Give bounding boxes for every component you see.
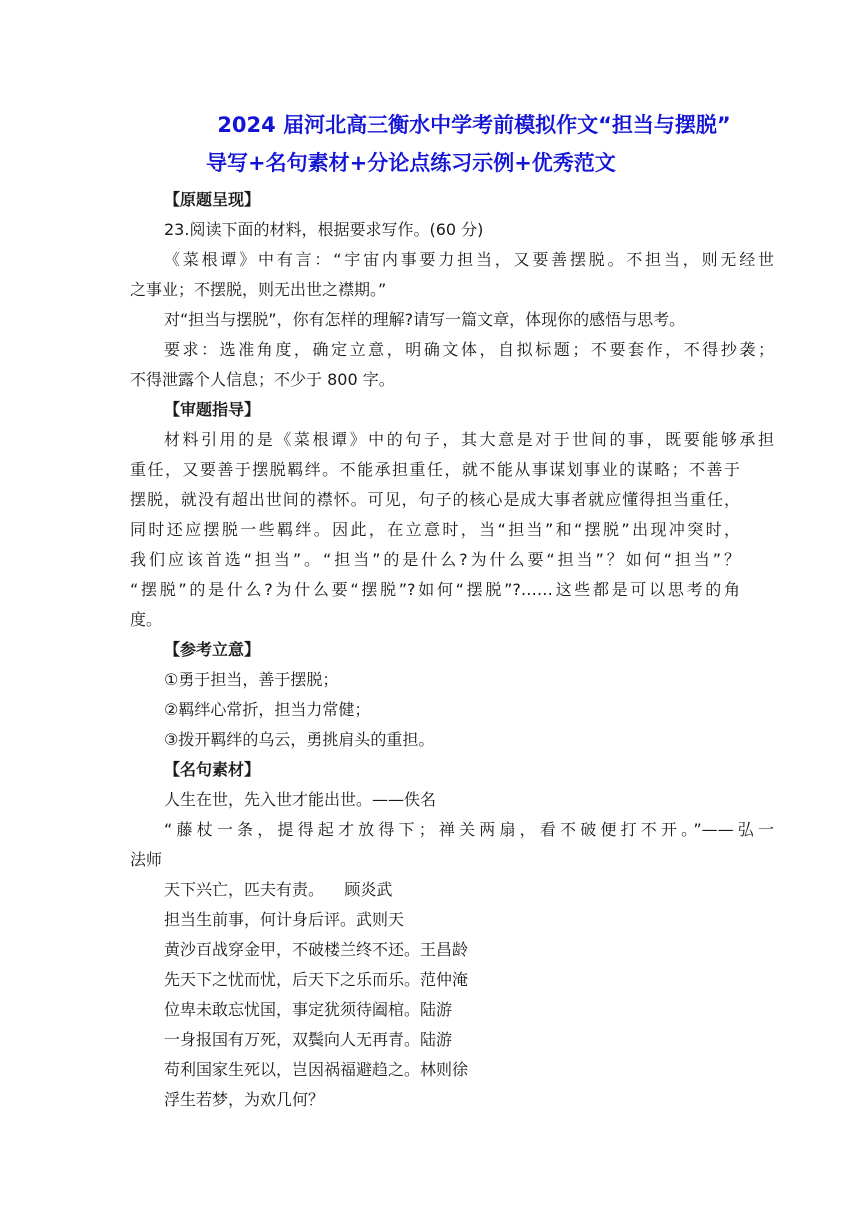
idea-item-3: ③拨开羁绊的乌云，勇挑肩头的重担。: [164, 730, 435, 749]
quote-item-6: 先天下之忧而忧，后天下之乐而乐。范仲淹: [164, 970, 469, 989]
quote-item-1: 人生在世，先入世才能出世。——佚名: [164, 790, 437, 809]
question-line: 23.阅读下面的材料，根据要求写作。(60 分): [164, 220, 484, 239]
requirement-line-2: 不得泄露个人信息；不少于 800 字。: [130, 370, 395, 389]
quote-item-7: 位卑未敢忘忧国，事定犹须待阖棺。陆游: [164, 1000, 453, 1019]
guide-line-1: 材料引用的是《菜根谭》中的句子，其大意是对于世间的事，既要能够承担: [164, 430, 774, 449]
quote-item-3: 天下兴亡，匹夫有责。 顾炎武: [164, 880, 393, 899]
guide-line-5: 我们应该首选“担当”。“担当”的是什么?为什么要“担当”？如何“担当”？: [130, 550, 740, 569]
guide-line-6: “摆脱”的是什么?为什么要“摆脱”?如何“摆脱”?……这些都是可以思考的角: [130, 580, 740, 599]
document-title: [130, 106, 790, 182]
quote-item-10: 浮生若梦，为欢几何？: [164, 1090, 325, 1109]
guide-line-3: 摆脱，就没有超出世间的襟怀。可见，句子的核心是成大事者就应懂得担当重任，: [130, 490, 740, 509]
title-line-1: 2024 届河北高三衡水中学考前模拟作文“担当与摆脱”: [217, 113, 731, 137]
section-heading-ideas: 【参考立意】: [164, 640, 261, 659]
material-quote-line-2: 之事业；不摆脱，则无出世之襟期。”: [130, 280, 387, 299]
quote-item-2-line-2: 法师: [130, 850, 163, 869]
prompt-line: 对“担当与摆脱”，你有怎样的理解?请写一篇文章，体现你的感悟与思考。: [164, 310, 686, 329]
guide-line-7: 度。: [130, 610, 163, 629]
guide-line-2: 重任，又要善于摆脱羁绊。不能承担重任，就不能从事谋划事业的谋略；不善于: [130, 460, 740, 479]
quote-item-5: 黄沙百战穿金甲，不破楼兰终不还。王昌龄: [164, 940, 469, 959]
quote-item-2-line-1: “藤杖一条，提得起才放得下；禅关两扇，看不破便打不开。”——弘一: [164, 820, 774, 839]
quote-item-8: 一身报国有万死，双鬓向人无再青。陆游: [164, 1030, 453, 1049]
section-heading-quotes: 【名句素材】: [164, 760, 261, 779]
idea-item-2: ②羁绊心常折，担当力常健；: [164, 700, 371, 719]
title-line-2: 导写+名句素材+分论点练习示例+优秀范文: [206, 151, 616, 175]
section-heading-guide: 【审题指导】: [164, 400, 261, 419]
idea-item-1: ①勇于担当，善于摆脱；: [164, 670, 339, 689]
quote-item-4: 担当生前事，何计身后评。武则天: [164, 910, 405, 929]
section-heading-original: 【原题呈现】: [164, 190, 261, 209]
guide-line-4: 同时还应摆脱一些羁绊。因此，在立意时，当“担当”和“摆脱”出现冲突时，: [130, 520, 740, 539]
requirement-line-1: 要求：选准角度，确定立意，明确文体，自拟标题；不要套作，不得抄袭；: [164, 340, 774, 359]
material-quote-line-1: 《菜根谭》中有言：“宇宙内事要力担当，又要善摆脱。不担当，则无经世: [164, 250, 774, 269]
quote-item-9: 苟利国家生死以，岂因祸福避趋之。林则徐: [164, 1060, 469, 1079]
